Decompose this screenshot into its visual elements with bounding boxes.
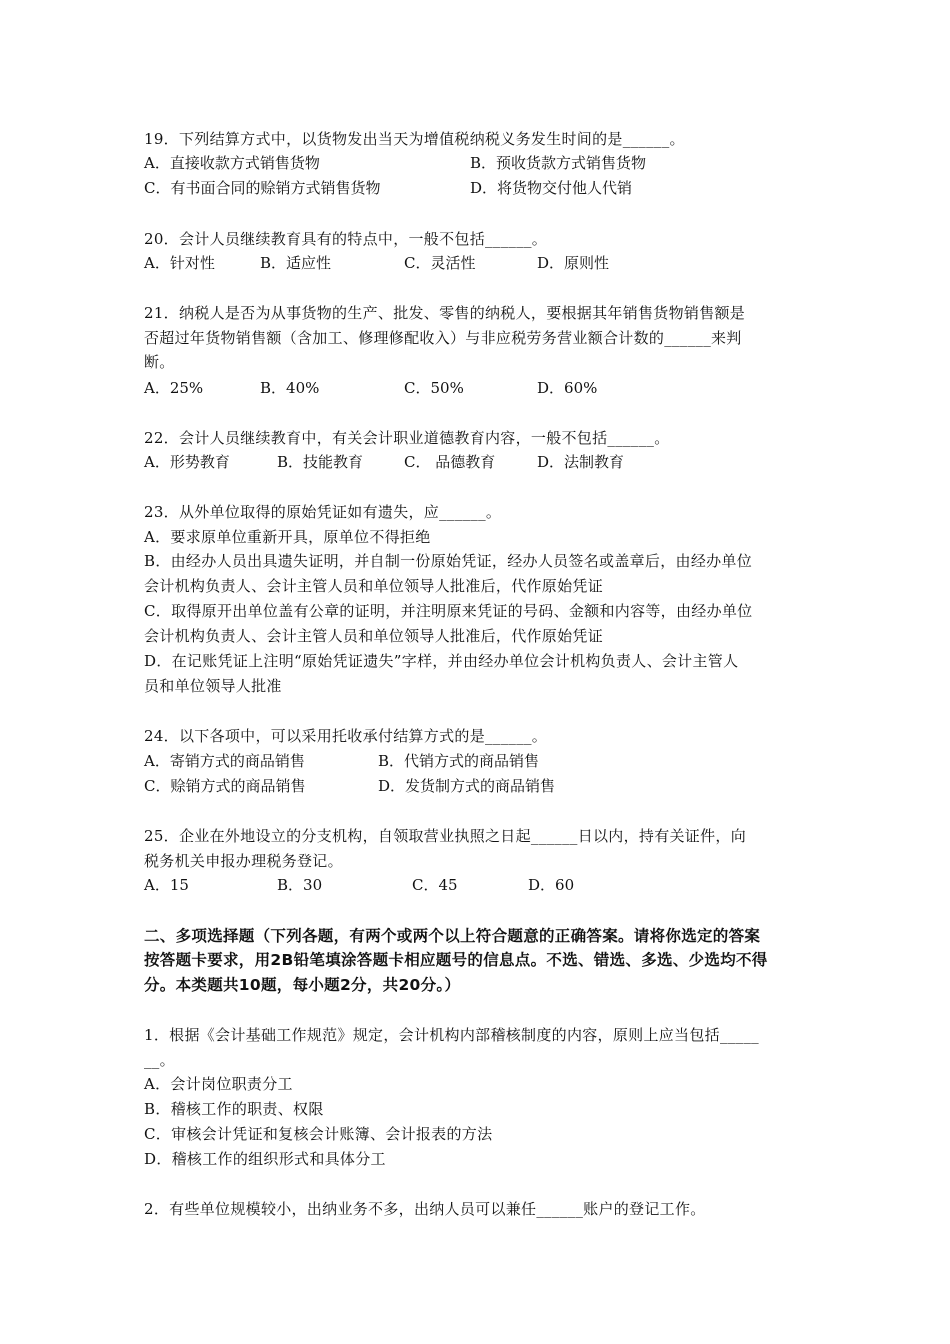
section2-heading-line3: 分。本类题共10题，每小题2分，共20分。）: [144, 976, 461, 994]
q24-option-b: B．代销方式的商品销售: [378, 752, 540, 770]
q23-option-b-line2: 会计机构负责人、会计主管人员和单位领导人批准后，代作原始凭证: [144, 577, 604, 595]
q22-option-a: A．形势教育: [144, 453, 230, 471]
section2-heading-line1: 二、多项选择题（下列各题，有两个或两个以上符合题意的正确答案。请将你选定的答案: [144, 927, 761, 945]
q21-stem-line2: 否超过年货物销售额（含加工、修理修配收入）与非应税劳务营业额合计数的______来判: [144, 329, 742, 347]
m1-option-c: C．审核会计凭证和复核会计账簿、会计报表的方法: [144, 1125, 493, 1143]
q21-option-c: C．50%: [404, 379, 464, 397]
q20-option-d: D．原则性: [537, 254, 610, 272]
m1-option-a: A．会计岗位职责分工: [144, 1075, 293, 1093]
m1-stem-line1: 1．根据《会计基础工作规范》规定，会计机构内部稽核制度的内容，原则上应当包括_____: [144, 1026, 759, 1044]
q25-option-a: A．15: [144, 876, 189, 894]
q19-option-c: C．有书面合同的赊销方式销售货物: [144, 179, 381, 197]
q25-option-d: D．60: [528, 876, 575, 894]
q19-option-d: D．将货物交付他人代销: [470, 179, 633, 197]
m1-option-d: D．稽核工作的组织形式和具体分工: [144, 1150, 386, 1168]
q25-stem-line1: 25．企业在外地设立的分支机构，自领取营业执照之日起______日以内，持有关证件，向: [144, 827, 746, 845]
q20-option-b: B．适应性: [260, 254, 332, 272]
q19-option-a: A．直接收款方式销售货物: [144, 154, 320, 172]
q24-stem: 24．以下各项中，可以采用托收承付结算方式的是______。: [144, 727, 548, 745]
q23-option-c-line1: C．取得原开出单位盖有公章的证明，并注明原来凭证的号码、金额和内容等，由经办单位: [144, 602, 753, 620]
section2-heading-line2: 按答题卡要求，用2B铅笔填涂答题卡相应题号的信息点。不选、错选、多选、少选均不得: [144, 951, 768, 969]
q22-stem: 22．会计人员继续教育中，有关会计职业道德教育内容，一般不包括______。: [144, 429, 670, 447]
q22-option-d: D．法制教育: [537, 453, 625, 471]
q25-option-b: B．30: [277, 876, 323, 894]
m2-stem: 2．有些单位规模较小，出纳业务不多，出纳人员可以兼任______账户的登记工作。: [144, 1200, 706, 1218]
q24-option-d: D．发货制方式的商品销售: [378, 777, 556, 795]
q21-option-d: D．60%: [537, 379, 598, 397]
m1-stem-line2: __。: [144, 1051, 175, 1069]
q21-stem-line1: 21．纳税人是否为从事货物的生产、批发、零售的纳税人，要根据其年销售货物销售额是: [144, 304, 746, 322]
q22-option-b: B．技能教育: [277, 453, 364, 471]
q21-stem-line3: 断。: [144, 353, 175, 371]
q24-option-a: A．寄销方式的商品销售: [144, 752, 305, 770]
q19-stem: 19．下列结算方式中，以货物发出当天为增值税纳税义务发生时间的是______。: [144, 130, 685, 148]
q20-stem: 20．会计人员继续教育具有的特点中，一般不包括______。: [144, 230, 548, 248]
q23-option-b-line1: B．由经办人员出具遗失证明，并自制一份原始凭证，经办人员签名或盖章后，由经办单位: [144, 552, 753, 570]
q21-option-b: B．40%: [260, 379, 320, 397]
q23-stem: 23．从外单位取得的原始凭证如有遗失，应______。: [144, 503, 502, 521]
q23-option-a: A．要求原单位重新开具，原单位不得拒绝: [144, 528, 431, 546]
q23-option-c-line2: 会计机构负责人、会计主管人员和单位领导人批准后，代作原始凭证: [144, 627, 604, 645]
q23-option-d-line1: D．在记账凭证上注明“原始凭证遗失”字样，并由经办单位会计机构负责人、会计主管人: [144, 652, 739, 670]
m1-option-b: B．稽核工作的职责、权限: [144, 1100, 324, 1118]
q24-option-c: C．赊销方式的商品销售: [144, 777, 306, 795]
q19-option-b: B．预收货款方式销售货物: [470, 154, 647, 172]
q20-option-c: C．灵活性: [404, 254, 476, 272]
q23-option-d-line2: 员和单位领导人批准: [144, 677, 282, 695]
q25-option-c: C．45: [412, 876, 458, 894]
q21-option-a: A．25%: [144, 379, 204, 397]
q25-stem-line2: 税务机关申报办理税务登记。: [144, 852, 343, 870]
q22-option-c: C． 品德教育: [404, 453, 496, 471]
q20-option-a: A．针对性: [144, 254, 215, 272]
